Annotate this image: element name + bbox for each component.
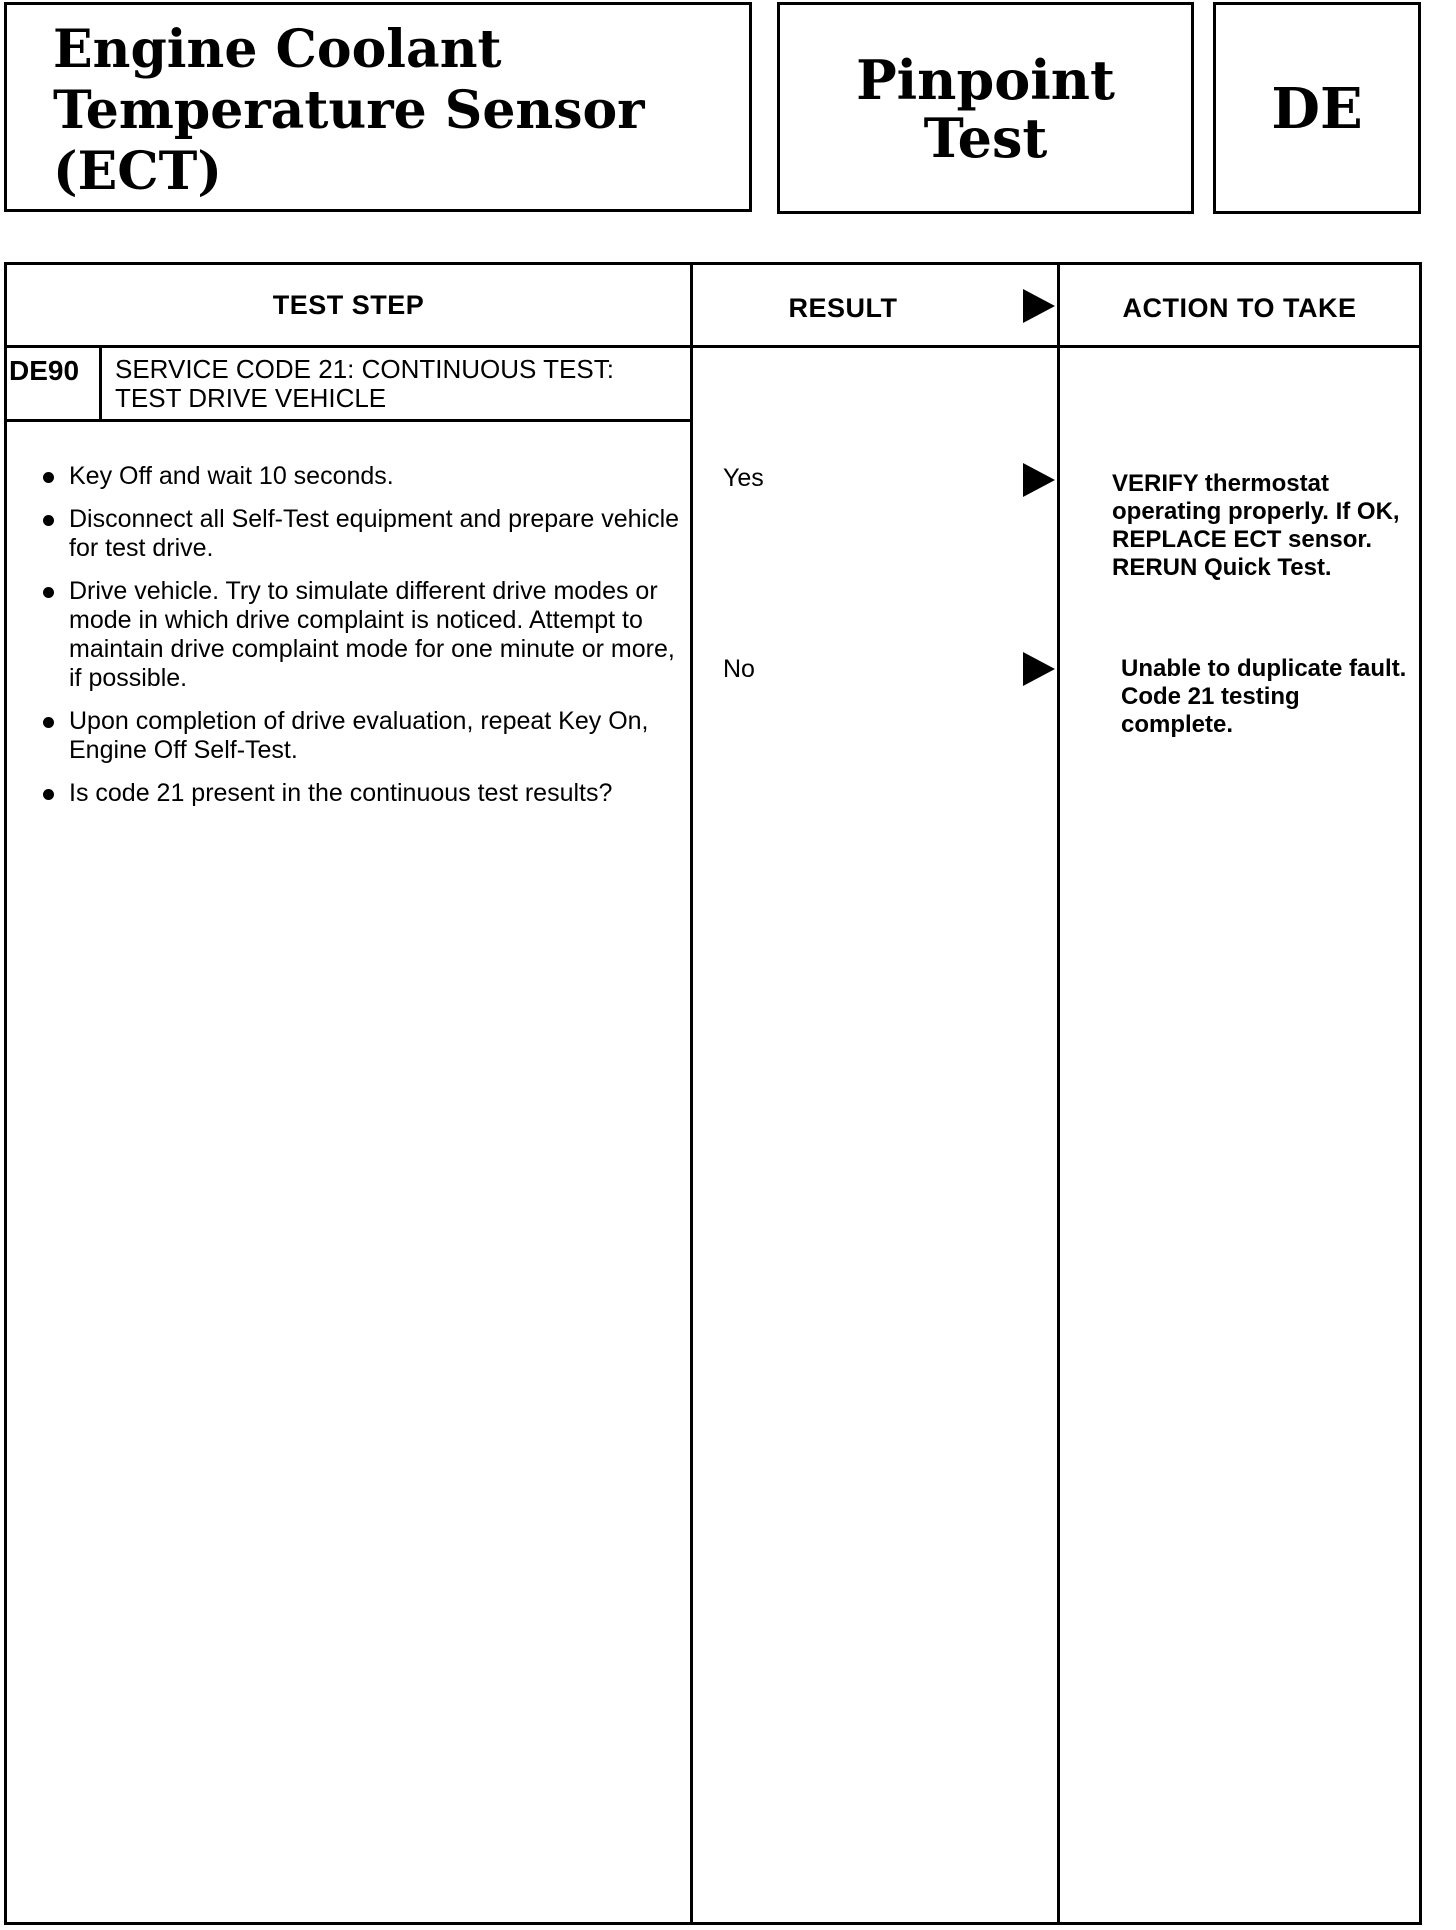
step-id: DE90 <box>9 355 80 386</box>
step-title-divider <box>7 419 690 422</box>
result-no: No <box>723 655 755 683</box>
test-type-box <box>777 2 1194 214</box>
header-divider <box>7 345 1419 348</box>
document-title: Engine Coolant Temperature Sensor (ECT) <box>53 19 645 202</box>
action-yes: VERIFY thermostat operating properly. If OK, REPLACE ECT sensor. RERUN Quick Test. <box>1112 470 1400 581</box>
column-divider <box>690 265 693 1922</box>
step-title: SERVICE CODE 21: CONTINUOUS TEST: TEST DRIVE VEHICLE <box>115 354 614 413</box>
list-item: Drive vehicle. Try to simulate different drive modes or mode in which drive complaint is noticed. Attempt to maintain drive complaint mode for one minute or more, if possible. <box>37 577 687 693</box>
list-item: Upon completion of drive evaluation, repeat Key On, Engine Off Self-Test. <box>37 707 687 765</box>
test-code-label: DE <box>1271 76 1363 142</box>
result-arrow-icon <box>1023 289 1055 323</box>
pinpoint-test-table <box>4 262 1422 1925</box>
step-instructions <box>37 462 687 822</box>
column-divider <box>1057 265 1060 1922</box>
test-code-box <box>1213 2 1421 214</box>
list-item: Key Off and wait 10 seconds. <box>37 462 687 491</box>
arrow-right-icon <box>1023 463 1055 497</box>
list-item: Disconnect all Self-Test equipment and prepare vehicle for test drive. <box>37 505 687 563</box>
column-header-action: ACTION TO TAKE <box>1122 293 1357 323</box>
action-no: Unable to duplicate fault. Code 21 testing complete. <box>1121 655 1407 738</box>
title-box <box>4 2 752 212</box>
step-id-divider <box>99 345 102 421</box>
arrow-right-icon <box>1023 652 1055 686</box>
list-item: Is code 21 present in the continuous test results? <box>37 779 687 808</box>
column-header-result: RESULT <box>788 293 898 323</box>
test-type-label: Pinpoint Test <box>856 48 1115 170</box>
result-yes: Yes <box>723 464 764 492</box>
column-header-test-step: TEST STEP <box>272 290 425 320</box>
